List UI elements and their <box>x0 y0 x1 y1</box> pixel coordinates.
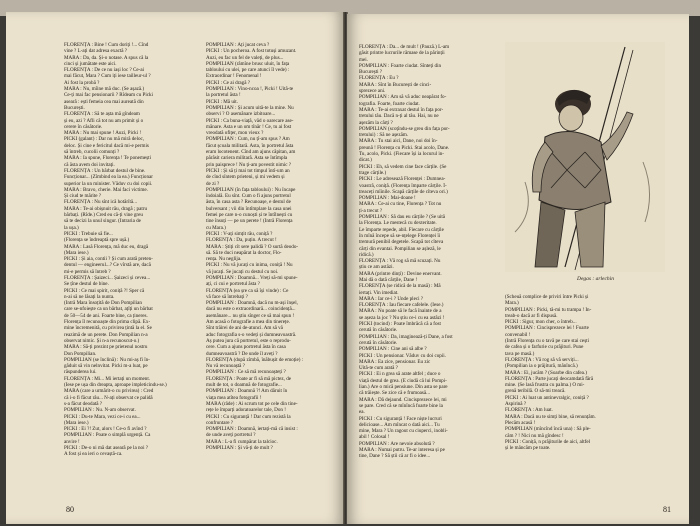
text-line: lian.) Are o mică pensiune. Din asta se pare <box>359 384 448 391</box>
text-line: că i-o fi făcut rău... N-ați observat ce palidă <box>64 394 153 401</box>
text-line: POMPILIAN : Nu. N-am observat. <box>64 407 136 414</box>
text-line: mult de tot, o doamnă de fotografie... <box>206 382 282 389</box>
text-line: PICKI (tocind) : Poate îmbrăcă că a fost <box>359 321 441 328</box>
text-line: (Pompilian ia o prăjitură, mănîncă.) <box>505 363 578 370</box>
text-line: POMPILIAN : Doamnă ?! Am dăruit în <box>206 388 288 395</box>
text-line: FLORENȚA : Poate ar fi să mă pictez, de <box>206 375 292 382</box>
text-line: FLORENȚA : Eu ? <box>359 75 399 82</box>
text-line: PICKI : Mă uit. <box>206 98 238 105</box>
text-line: la ușa.) <box>64 224 79 231</box>
text-line: MARA (râde) : Ai scrum tot pe cele din tine- <box>206 400 298 407</box>
text-line: FLORENȚA : Mi... Mi iertați un moment. <box>64 375 151 382</box>
text-line: vă face să întrebați ? <box>206 293 248 300</box>
text-line: asemănare... nu știu sînger ce să mai spun ! <box>206 312 295 319</box>
text-line: MARA : Bravo, cherie. Mai faci victime. <box>64 186 148 193</box>
text-line: POMPILIAN : Da, imaginează-ți Dane, a fost <box>359 333 453 340</box>
text-line: PICKI (galant) : Dar nu mă miră deloc, <box>64 136 145 143</box>
text-line: că ăsta avem doi invitați. <box>64 161 115 168</box>
text-line: să te decizi la unul singur. (Intraria de <box>64 218 141 225</box>
text-line: FLORENȚA : Un bărbat destul de bine. <box>64 167 146 174</box>
text-line: FLORENȚA : Iau fiecare cafelele. (Iese.) <box>359 302 444 309</box>
right-page <box>347 14 689 524</box>
text-line: MARA : Ea zice, pensionar. Eu zic <box>359 358 431 365</box>
text-line: PICKI : Eh, să vedem cine face cărțile. (Se <box>359 163 447 170</box>
text-line: părăsit cariera militară. Asta se întîmpla <box>206 155 288 162</box>
text-line: (Intră Florența cu o tavă pe care stai cești <box>505 338 590 345</box>
text-line: POMPILIAN (în fața tabloului) : Nu încape <box>206 186 296 193</box>
text-line: MARA : Numai putru. Te-ar interesa și pe <box>359 447 445 453</box>
text-line: iertați. Vin imediat. <box>359 289 399 296</box>
text-line: Aș putea jura că portretul, este o reprodu- <box>206 337 291 344</box>
text-line: MARA : L-a fi cumpărat la talcioc. <box>206 438 278 445</box>
text-line: tine, Dane ? Să știi că ar fi o idee... <box>359 453 431 460</box>
text-line: abil ! Colosal ! <box>359 434 390 441</box>
text-line: MARA : Nu poate să le facă înainte de a <box>359 308 442 315</box>
text-line: FLORENȚA (ea șre ca să își vinde) : Ce <box>206 287 289 294</box>
text-line: POMPILIAN : Cincisprezece lei ! Foarte <box>505 325 589 332</box>
text-line: ridică.) <box>359 251 374 258</box>
text-line: făcut școala militară. Asta, în portretul ăsta <box>206 142 294 149</box>
text-line: tretului tău. Dacă n-ți al tău. Hai, nu ne <box>359 113 439 120</box>
text-line: FLORENȚA : De ce nu iași loc ? Ce-ai <box>64 67 145 74</box>
text-line: bărbați. (Rîde.) Cred eu că-ți vine greu <box>64 212 143 219</box>
text-line: PICKI : Ce mai spirit, coniță ?! Sper că <box>64 287 145 294</box>
text-line: POMPILIAN (se înclină) : Nu mi-aș fi în- <box>64 356 150 363</box>
text-line: treaceți mîinile. Scapă cărțile de cîteva ori.) <box>359 188 448 195</box>
left-page-column-1 <box>64 42 196 458</box>
text-line: MARA : Nu mai spune ! Auzi, Picki ! <box>64 130 142 137</box>
left-page-number: 80 <box>66 505 74 514</box>
text-line: tremură penibil degetele. Scapă tot cîteva <box>359 239 444 246</box>
text-line: tava pe masă.) <box>505 350 535 357</box>
text-line: PICKI : Le adresează Florenței : Dumnea- <box>359 176 446 183</box>
text-line: aduc fotografia s-o vedeți și dumneavoastră. <box>206 331 297 338</box>
text-line: MARA : Știți cît sere palidă ? O surtă deodo- <box>206 243 299 250</box>
text-line: în mînă începe să se-nțelege Florenței îi <box>359 232 441 239</box>
text-line: PICKI : Un pensionar. Văduv cu doi copii. <box>359 352 446 359</box>
text-line: PICKI : Ei ?! Zut, alors ! Ce-o fi avînd ? <box>64 426 147 433</box>
text-line: cere. Cum a ajuns portretul ăsta în casa <box>206 344 286 351</box>
text-line: PICKI : Și să ți mai tot timpul întî-um an <box>206 167 290 174</box>
text-line: PICKI : Ca buna-viață, văd o oarecare ase- <box>206 117 294 124</box>
text-line: voastră, coniță. (Florența împarte cărțile. Î- <box>359 182 447 189</box>
text-line: (Mara iese.) <box>64 249 89 256</box>
text-line: FLORENȚA : Să te așta mă gîndeam <box>64 111 140 118</box>
text-line: PICKI : Cu siguranță ! Dar cum rezistă la <box>206 413 291 420</box>
text-line: FLORENȚA : Parte jucați deocamdată fără <box>505 375 594 382</box>
text-line: să. Să te duci neapărat la doctor, Flo- <box>206 249 282 256</box>
text-line: Sînt trăirei de ani de-atunci. Am să vă <box>206 325 283 332</box>
text-line: Florența îl recunoaște din prima clipă. Ex- <box>64 319 151 326</box>
text-line: cerută în căsătorie. <box>359 327 398 334</box>
text-line: MARA : Ce-ai cu tine, Florența ? Tot nu <box>359 201 442 208</box>
text-line: și le mâncăm pe toate. <box>505 445 551 452</box>
text-line: Mai dă o dată cărțile, Dane ! <box>359 276 418 283</box>
right-page-column-1 <box>359 44 497 460</box>
text-line: (Intră Mara însoțită de Don Pompilian <box>64 300 142 307</box>
text-line: PICKI : Trebuie să fie... <box>64 230 113 237</box>
text-line: știu ce am astăzi. <box>359 264 394 271</box>
left-page <box>6 12 344 524</box>
text-line: căm ? ! Nici nu mă gîndesc ! <box>505 432 564 439</box>
text-line: POMPILIAN : Foarte ciudat. Sînteți din <box>359 62 442 69</box>
text-line: Mara.) <box>505 300 519 307</box>
text-line: prin paisprece ! Nu ți-am povestit nimic ? <box>206 161 292 168</box>
text-line: MARA : Da, da. Și-o notase. A spus că la <box>64 54 149 61</box>
text-line: Le împarte repede, abil. Fiecare cu cărțile <box>359 226 444 233</box>
text-line: POMPILIAN (rămîne brusc uluit, în fața <box>206 60 290 67</box>
text-line: Și ciud te mărite ? <box>64 193 102 200</box>
text-line: POMPILIAN : Am să vă aduc neapărat fo- <box>359 94 447 101</box>
text-line: PICKI : Și aia, contii ? Și cum arată preten- <box>64 256 153 263</box>
text-line: PICKI : Du-te Mara, vezi ce-i cu ea... <box>64 413 141 420</box>
text-line: FLORENȚA : Vă rog să vă serviți... <box>505 356 579 363</box>
text-line: MARA : Nu, mîine mă duc. (Se așază.) <box>64 86 145 93</box>
text-line: sprezece ani. <box>359 88 386 95</box>
text-line: POMPILIAN : Să dau eu cărțile ? (Se uită <box>359 214 446 221</box>
text-line: cinci și jumătate este aici. <box>64 60 117 67</box>
text-line: cărți din evantai. Pompilian se așleză, le <box>359 245 441 252</box>
text-line: ți-a trecut ? <box>359 207 383 214</box>
text-line: viață destul de grea. (E ciudă că lui Pompi- <box>359 377 447 384</box>
text-line: vreodată ofițer, mon vieux ? <box>206 130 264 137</box>
text-line: POMPILIAN : Și vă-ți de mult ? <box>206 445 273 451</box>
text-line: așezăm la cărți ? <box>359 119 393 126</box>
text-line: mei. <box>359 56 368 63</box>
text-line: dacă nu este o extraordinară... coincidență... <box>206 306 296 313</box>
text-line: MARA : Ia spune, Florența ! Te ponemești <box>64 155 151 162</box>
text-line: viața mea atîtea fotografii ! <box>206 394 262 401</box>
text-line: (Florența se îndreaptă spre ușă.) <box>64 237 130 244</box>
text-line: PICKI : De-o ni mă dat aseară pe la noi ? <box>64 445 149 451</box>
text-line: MARA : Tu stai aici, Dane, noi doi în- <box>359 138 438 145</box>
text-line: MARA : Ei, jucăm ? (Soarbe din cafea.) <box>505 369 587 376</box>
text-line: confruntare ? <box>206 419 234 426</box>
text-line: POMPILIAN : Picki, tă-mi tu trampa ! In- <box>505 306 592 313</box>
text-line: superior la un minister. Văduv cu doi copii. <box>64 180 153 187</box>
text-line: reazimă de un perete. Don Pompilian n-a <box>64 331 148 338</box>
text-line: FLORENȚA : Am luat. <box>505 407 553 414</box>
text-line: la portretul ăsta ! <box>206 92 241 99</box>
text-line: Ai fost la probă ? <box>64 79 100 86</box>
text-line: Am acasă o fotografie a mea din tinerețe. <box>206 319 291 326</box>
text-line: POMPILIAN : Are nevoie absolută ? <box>359 440 435 447</box>
text-line: deloc. Și cine e fericitul dacă mi-e permis <box>64 142 149 149</box>
text-line: POMPILIAN : Ați jucat ceva ? <box>206 42 270 48</box>
harlequin-drawing-icon <box>505 42 665 272</box>
text-line: POMPILIAN : Cum, nu țî-am spus ? Am <box>206 136 290 143</box>
text-line: cerere în căsătorie. <box>64 123 103 130</box>
text-line: cerută în căsătorie. <box>359 339 398 346</box>
text-line: MARA (printre dinți) : Devine enervant. <box>359 270 442 277</box>
text-line: MARA (care a urmărit-o cu privirea) : Cred <box>64 388 154 395</box>
text-line: tabloului cu ulei, pe care atunci îl vede) : <box>206 67 290 74</box>
text-line: mine, Mara ? Un ragout cu ciuperci, inobli- <box>359 428 448 435</box>
text-line: ăsta, în casa asta ? Recunoașe, e destul de <box>206 199 291 206</box>
text-line: PICKI : Ei n grea să arate altfel ; duce o <box>359 371 441 378</box>
text-line: trage cărțile.) <box>359 169 387 176</box>
text-line: mai făcut, Mara ? Cum iți iese tailleur-ul ? <box>64 73 151 80</box>
text-line: Funcționar... (Zîmbind ea la ea.) Funcționar <box>64 174 153 181</box>
text-line: MARA : Lasă Florența, mă duc eu, dragă <box>64 243 149 250</box>
text-line: tografia. Foarte, foarte ciudat. <box>359 100 420 107</box>
text-line: MARA : Te-ai extraxat destul în fața por- <box>359 106 444 113</box>
text-line: (Iese pe ușa din dreapta, aproape impleticindu-se.) <box>64 382 167 389</box>
text-line: ea. <box>359 409 365 416</box>
text-line: Plecăm acasă ! <box>505 419 536 426</box>
text-line: Tu, acolo, Picki. (Fiecare își ia locurul in- <box>359 151 444 158</box>
text-line: Uită-te cum arată ? <box>359 365 398 372</box>
text-line: rețe le împarți adoratoarelor tale, Don ! <box>206 407 286 414</box>
text-line: treab-o dacă ar fi dispusă. <box>505 312 558 319</box>
text-line: MARA : Iar ce-i ? Unde pleci ? <box>359 295 424 302</box>
text-line: dicat.) <box>359 157 372 164</box>
text-line: PICKI : Ai luat un antinevralgic, coniță ? <box>505 394 589 401</box>
text-line: se pare. Cred că se mînîncă foarte bine la <box>359 402 443 409</box>
left-page-column-2 <box>206 42 336 451</box>
text-line: PICKI : Nu vă jucați cu inima, coniță ! Nu <box>206 262 293 269</box>
text-line: rența. Nu neglija. <box>206 256 242 263</box>
text-line: Don Pompilian. <box>64 350 97 357</box>
text-line: răspunderea lui. <box>64 369 97 376</box>
text-line: București ? <box>359 69 383 76</box>
text-line: observi ? O asemănare izbitoare... <box>206 111 276 118</box>
text-line: (Mara iese.) <box>64 419 89 426</box>
text-line: convenabil ! <box>505 331 531 338</box>
text-line: grenă teribilă. O să-mi treacă. <box>505 388 566 395</box>
text-line: FLORENȚA (se ridică de la masă) : Mă <box>359 283 441 290</box>
harlequin-illustration <box>505 42 665 272</box>
text-line: FLORENȚA : Da, puțin. A trecut ! <box>206 237 277 244</box>
text-line: vine ? L-ați dat adresa exactă ? <box>64 48 128 55</box>
text-line: POMPILIAN (scoțîndu-se greu din fața por- <box>359 125 450 132</box>
text-line: care se-nfoiește ca un bărbat, ațîți un bărbat <box>64 306 153 313</box>
text-line: Se țîne destul de bine. <box>64 281 109 288</box>
text-line: FLORENȚA : Vă rog să mă scuzați. Nu <box>359 258 441 265</box>
text-line: să întreb, cucolii comunți ? <box>64 149 120 156</box>
text-line: MARA : Să-ți prezint pe prietenul nostru <box>64 344 148 351</box>
text-line: POMPILIAN : Mai-doane ! <box>359 195 416 202</box>
text-line: POMPILIAN : Doamnă... Vreți să-mi spune- <box>206 274 298 281</box>
text-line: găsit printre lucrurile rămase de la părinții <box>359 50 445 57</box>
text-line: n-ai să ne lăsați la nunta. <box>64 293 115 300</box>
text-line: POMPILIAN : Cine ani să albe ? <box>359 346 427 353</box>
text-line: FLORENȚA : Bine ! Cum doriți !... Cînd <box>64 42 149 48</box>
text-line: PICKI : Cu siguranță ! Face niște lucruri <box>359 415 442 422</box>
text-line: Extraordinar ! Fenomenal ! <box>206 73 262 80</box>
text-line: se așeza la joc ? Nu știu ce-i cu ea astăzi ! <box>359 314 445 321</box>
text-line: tine însuți — pe un perete ! (Intră Florența <box>206 218 293 225</box>
text-line: aseară : ești femeia cea mai aureată din <box>64 98 144 105</box>
text-line: vă jucați. Se jucați cu destul cu noi. <box>206 268 279 275</box>
text-line: FLORENȚA : Nu sînt ică hotărîtă... <box>64 199 138 206</box>
text-line: POMPILIAN : Și acum uită-te la mine. Nu <box>206 104 294 111</box>
text-line: tretului) : Să ne așezăm. <box>359 132 409 139</box>
text-line: și eu, azi ? Afli că tot nu am primit și o <box>64 117 144 124</box>
text-line: FLORENȚA : Șaizeci... Șaizeci și cevea... <box>64 274 151 281</box>
text-line: dumneavoastră ? De unde îl aveți ? <box>206 350 278 357</box>
text-line: FLORENȚA : Da... de mult ! (Pauză.) L-am <box>359 44 450 50</box>
text-line: FLORENȚA (după zîmbă, înăbușit de emoție) : <box>206 356 304 363</box>
text-line: PICKI : V-ați simțit rău, coniță ? <box>206 230 273 237</box>
text-line: MARA : Dacă nu te simți bine, să renunțăm. <box>505 413 596 420</box>
text-line: că trăiește. Se zice că e frumoasă... <box>359 390 430 397</box>
text-line: de cafea și o farfurie cu prăjituri. Pune <box>505 344 584 351</box>
text-line: s-a făcut deodată ? <box>64 400 103 407</box>
text-line: POMPILIAN : Ce să mă recunoașteți ? <box>206 369 286 376</box>
text-line: de 50—54 de ani. Foarte bine, ca țineres. <box>64 312 148 319</box>
text-line: mi-e permis să întreb ? <box>64 268 111 275</box>
text-line: POMPILIAN : Poate o simplă urgență. Ca <box>64 432 151 439</box>
text-line: îndoială. Eu sînt. Cum o fi ajuns portretul <box>206 193 291 200</box>
text-line: MARA : Te-ai obișnuit rău, dragă ; patru <box>64 205 148 212</box>
text-line: dentul — engineerul...? Ce vîrstă are, dacă <box>64 262 151 269</box>
text-line: mine încremenită, cu privirea țintă la el. Se <box>64 325 152 332</box>
text-line: la Florența. Le mestecă cu dexteritate. <box>359 220 437 227</box>
text-line: București. <box>64 104 85 111</box>
text-line: Ce-ți mai fac pensionarii ? Rîdeam cu Picki <box>64 92 153 99</box>
text-line: POMPILIAN (mîncînd încă una) : Să ple- <box>505 426 591 433</box>
text-line: PICKI : Coniță, n prăjiturile de aici, altfel <box>505 438 591 445</box>
text-line: A fost și ea ieri o cevaștă-ca. <box>64 451 123 458</box>
text-line: Nu vă recunoaștă ? <box>206 363 245 370</box>
right-page-column-2 <box>505 294 637 451</box>
text-line: Auzi, eu fac un fel de valeți, de plus... <box>206 54 284 61</box>
text-line: eram locotenent. Cînd am ajuns căpitan, am <box>206 149 296 156</box>
text-line: PICKI : Un pocheroa. A fost totuși amuzant. <box>206 48 297 55</box>
right-page-number: 81 <box>663 505 671 514</box>
text-line: mine. (Se lasă frustra cu palma.) O mi- <box>505 382 585 389</box>
text-line: (Scheuă complice de priviri între Picki și <box>505 294 589 300</box>
text-line: mănare. Asta e un om tînăr ! Ce, tu ai fost <box>206 123 292 130</box>
text-line: găduit să vin nelnvitat. Picki m-a luat, pe <box>64 363 148 370</box>
text-line: PICKI : Ce ai dragă ? <box>206 79 250 86</box>
text-line: POMPILIAN : Doamnă, iertați-mă că insist : <box>206 426 298 433</box>
text-line: delicioase... Am mîncat o dată aici... Tu <box>359 421 440 428</box>
text-line: preună ! Florența cu Picki. Stai acolo, Dane. <box>359 144 450 151</box>
text-line: femei pe care n-o cunoști și te întîlnești cu <box>206 212 293 219</box>
text-line: PICKI : Sigur, mon cher, o întreb... <box>505 319 577 326</box>
text-line: MARA : Dă dejaund. Cincisprezece lei, mi <box>359 396 447 403</box>
illustration-caption: Degas : arlechin <box>577 276 614 282</box>
text-line: ați, ci cui e portretul ăsta ? <box>206 281 260 288</box>
text-line: de zi ? <box>206 180 220 187</box>
text-line: de unde aveți portretul ? <box>206 432 256 439</box>
text-line: POMPILIAN : Vino-ncoa !, Picki ! Uită-te <box>206 86 294 93</box>
text-line: bulversant ; vii din întîmplare la casa unei <box>206 205 292 212</box>
text-line: observat nimic. Și n-a recunoscut-o.) <box>64 337 140 344</box>
text-line: Aspirină ? <box>505 401 527 408</box>
text-line: POMPILIAN : Doamnă, dacă nu m-ași înșel, <box>206 300 298 307</box>
text-line: de cînd sîntem prieteni, și mi vedem și <box>206 174 285 181</box>
text-line: MARA : Sînt în București de cinci- <box>359 81 432 88</box>
text-line: anvire ! <box>64 438 80 445</box>
text-line: cu Mara.) <box>206 224 226 231</box>
